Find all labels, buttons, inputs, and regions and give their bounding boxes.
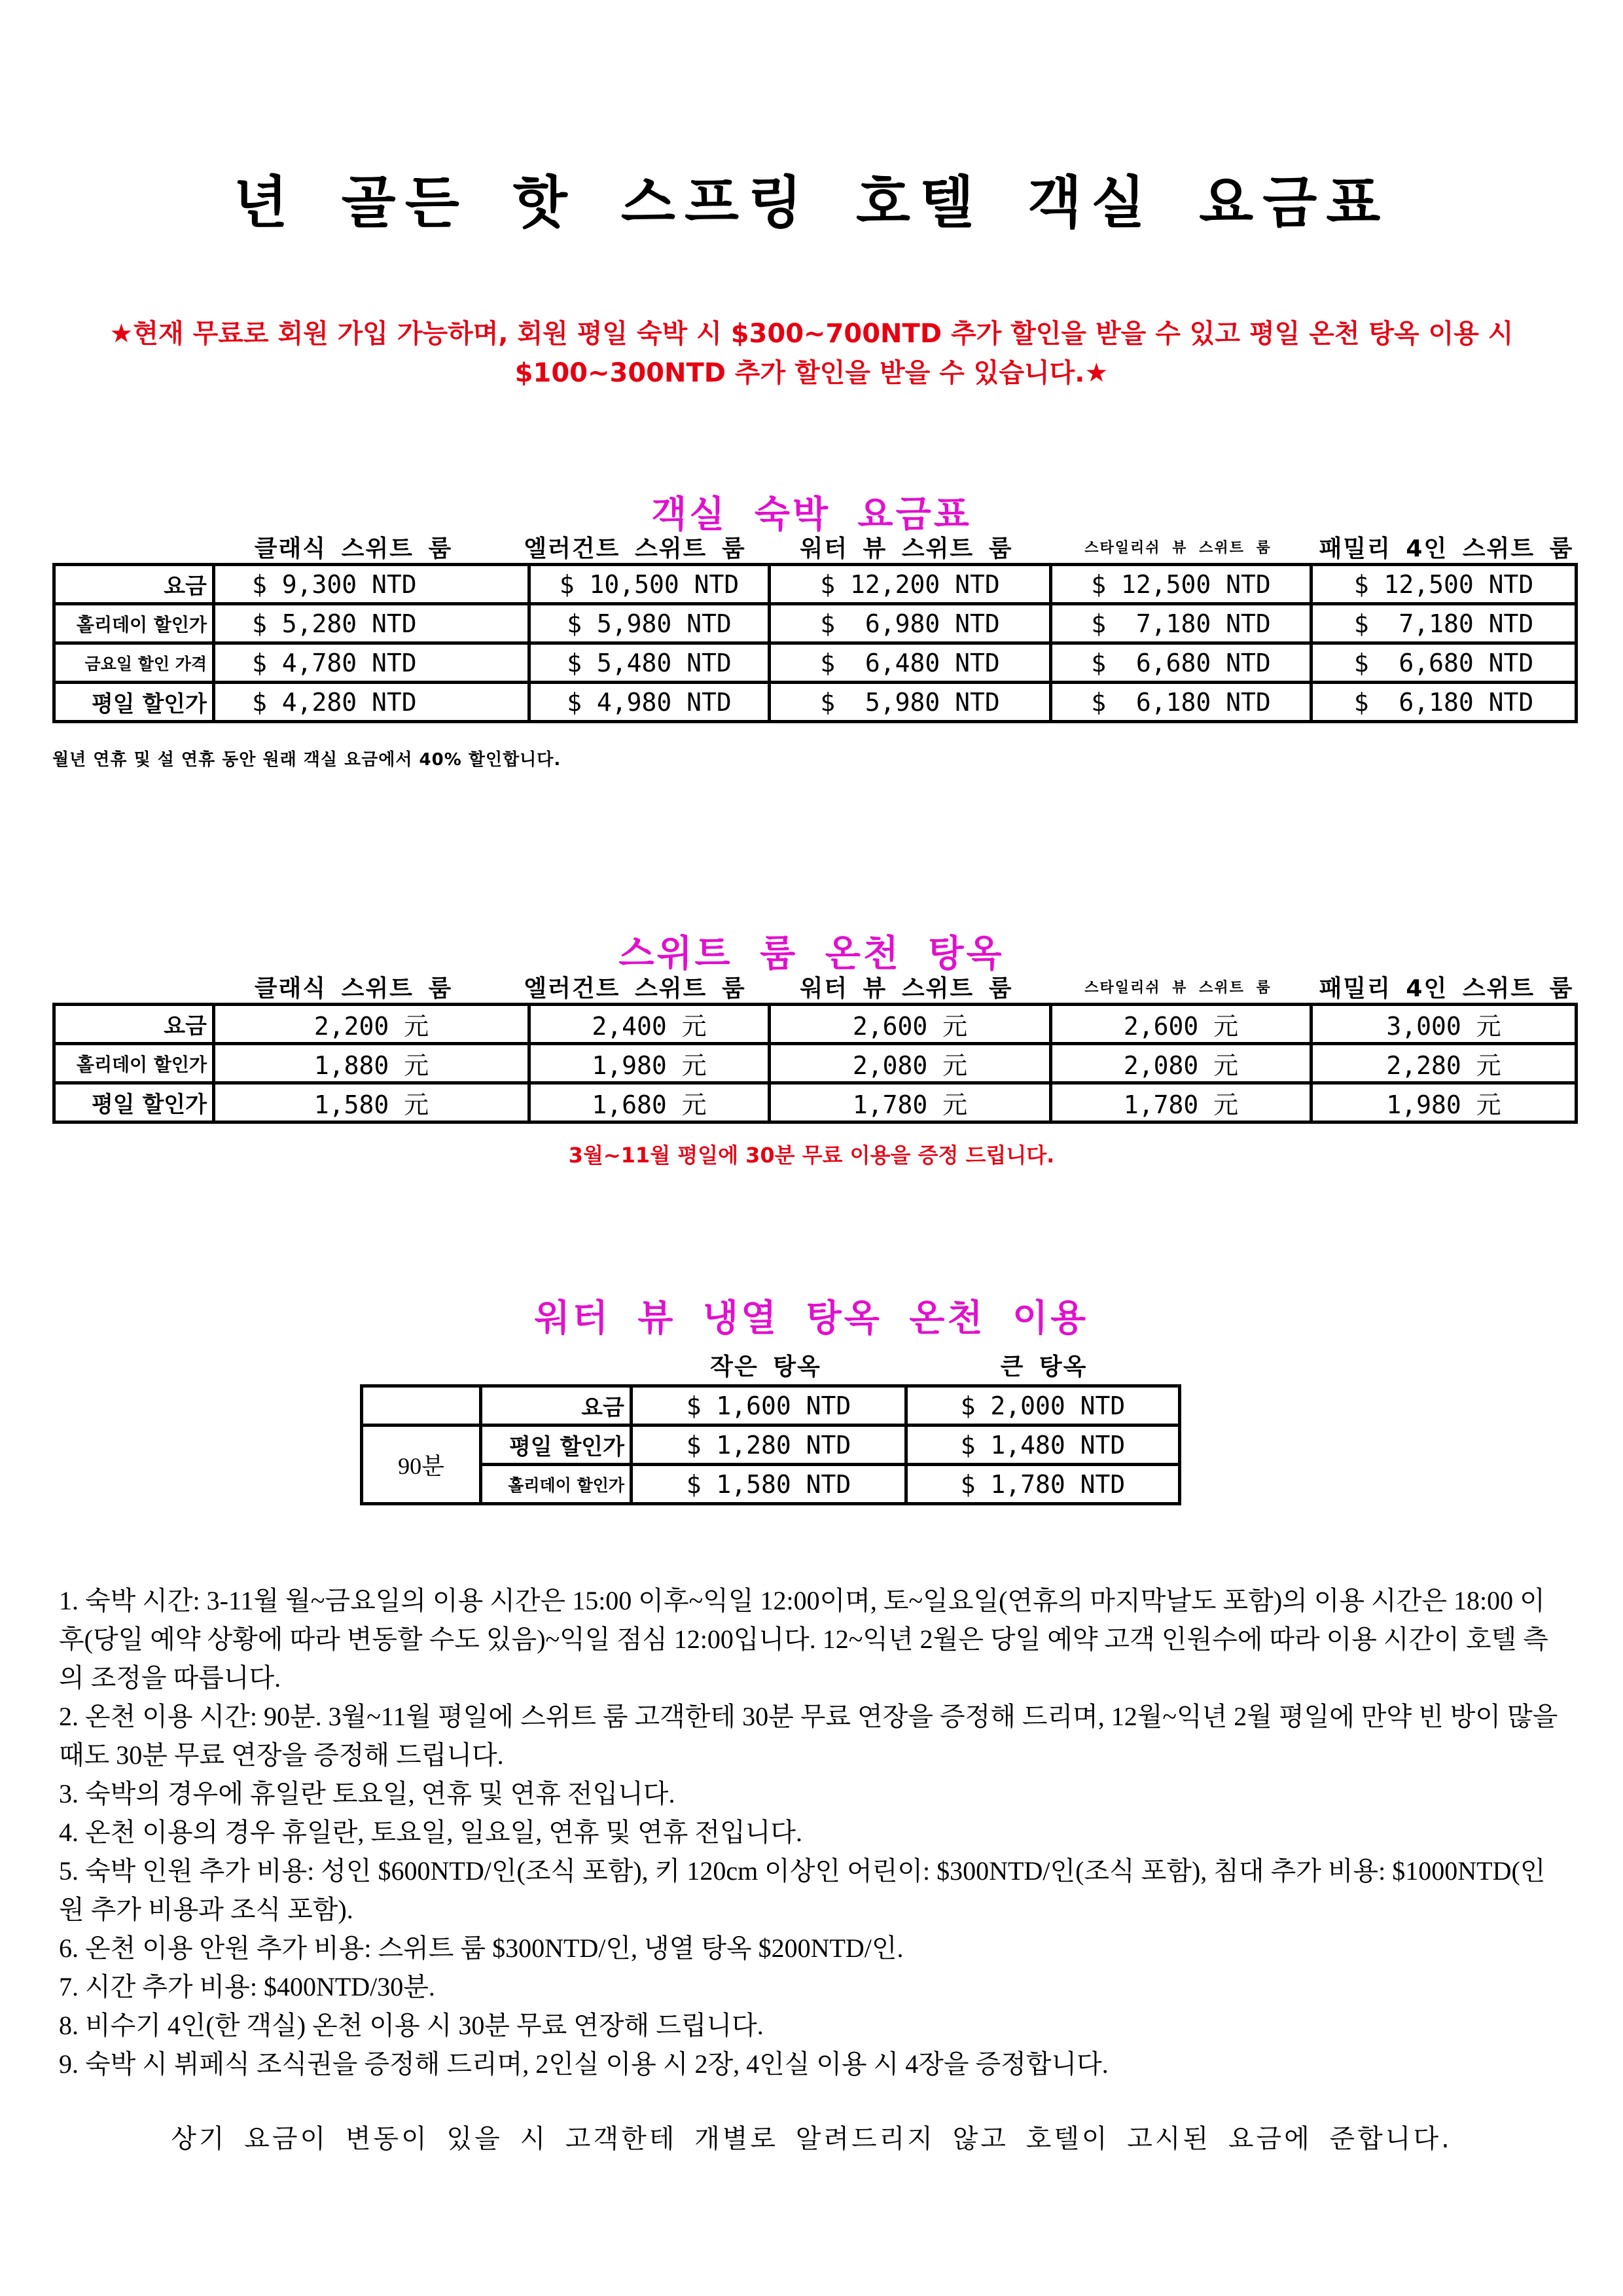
rate-cell: $ 12,500 NTD	[1311, 565, 1577, 604]
rate-cell: 2,600 元	[770, 1005, 1051, 1044]
row-label: 홀리데이 할인가	[481, 1465, 632, 1504]
rate-cell: $ 1,480 NTD	[906, 1426, 1180, 1465]
row-label: 홀리데이 할인가	[54, 604, 214, 643]
rate-cell: $ 5,980 NTD	[770, 683, 1051, 722]
duration-cell: 90분	[362, 1426, 481, 1504]
rate-cell: 1,680 元	[529, 1083, 770, 1122]
row-label: 요금	[481, 1386, 632, 1426]
table-row	[54, 604, 1577, 643]
rate-cell: $ 6,680 NTD	[1051, 643, 1311, 683]
note-item: 8. 비수기 4인(한 객실) 온천 이용 시 30분 무료 연장해 드립니다.	[59, 2011, 764, 2040]
table-row	[362, 1426, 1180, 1465]
water-view-title: 워터 뷰 냉열 탕옥 온천 이용	[534, 1297, 1089, 1340]
note-item: 3. 숙박의 경우에 휴일란 토요일, 연휴 및 연휴 전입니다.	[59, 1779, 675, 1808]
table-row	[54, 1005, 1577, 1044]
rate-cell: 1,980 元	[529, 1044, 770, 1083]
rate-cell: 1,780 元	[770, 1083, 1051, 1122]
table-row	[54, 1083, 1577, 1122]
table-row	[54, 565, 1577, 604]
rate-cell: $ 4,980 NTD	[529, 683, 770, 722]
member-notice-line-1: ★현재 무료로 회원 가입 가능하며, 회원 평일 숙박 시 $300~700NTD 추가 할인을 받을 수 있고 평일 온천 탕옥 이용 시	[109, 319, 1514, 349]
room-rates-col-3: 워터 뷰 스위트 룸	[800, 535, 1013, 562]
rate-cell: $ 12,200 NTD	[770, 565, 1051, 604]
rate-cell: 3,000 元	[1311, 1005, 1577, 1044]
water-view-col-large: 큰 탕옥	[1000, 1354, 1088, 1380]
water-view-table	[360, 1384, 1181, 1505]
rate-cell: 2,400 元	[529, 1005, 770, 1044]
rate-cell: $ 1,600 NTD	[632, 1386, 906, 1426]
rate-cell: 2,280 元	[1311, 1044, 1577, 1083]
suite-bath-col-4: 스타일리쉬 뷰 스위트 룸	[1084, 980, 1272, 996]
empty-cell	[362, 1386, 481, 1426]
rate-cell: $ 6,180 NTD	[1311, 683, 1577, 722]
rate-cell: $ 6,480 NTD	[770, 643, 1051, 683]
table-row	[54, 683, 1577, 722]
closing-statement: 상기 요금이 변동이 있을 시 고객한테 개별로 알려드리지 않고 호텔이 고시된 요금에 준합니다.	[171, 2124, 1452, 2154]
suite-bath-col-3: 워터 뷰 스위트 룸	[800, 975, 1013, 1002]
rate-cell: $ 7,180 NTD	[1311, 604, 1577, 643]
suite-bath-col-1: 클래식 스위트 룸	[254, 975, 453, 1002]
suite-bath-col-5: 패밀리 4인 스위트 룸	[1319, 975, 1574, 1002]
row-label: 요금	[54, 565, 214, 604]
table-row	[362, 1386, 1180, 1426]
room-rates-title: 객실 숙박 요금표	[651, 493, 972, 536]
rate-cell: $ 6,680 NTD	[1311, 643, 1577, 683]
rate-cell: $ 6,180 NTD	[1051, 683, 1311, 722]
rate-cell: 1,880 元	[214, 1044, 529, 1083]
rate-cell: 1,780 元	[1051, 1083, 1311, 1122]
row-label: 평일 할인가	[54, 1083, 214, 1122]
suite-bath-col-2: 엘러건트 스위트 룸	[524, 975, 746, 1002]
note-item: 2. 온천 이용 시간: 90분. 3월~11월 평일에 스위트 룸 고객한테 30분 무료 연장을 증정해 드리며, 12월~익년 2월 평일에 만약 빈 방이 많을 때도 30분 무료 연장을 증정해 드립니다.	[59, 1702, 1558, 1770]
rate-cell: $ 5,480 NTD	[529, 643, 770, 683]
member-notice-line-2: $100~300NTD 추가 할인을 받을 수 있습니다.★	[514, 358, 1109, 388]
rate-cell: 2,080 元	[770, 1044, 1051, 1083]
rate-cell: $ 9,300 NTD	[214, 565, 529, 604]
rate-cell: 1,580 元	[214, 1083, 529, 1122]
rate-cell: $ 5,980 NTD	[529, 604, 770, 643]
row-label: 금요일 할인 가격	[54, 643, 214, 683]
rate-cell: 2,200 元	[214, 1005, 529, 1044]
row-label: 평일 할인가	[54, 683, 214, 722]
suite-bath-table	[52, 1003, 1578, 1124]
rate-cell: $ 5,280 NTD	[214, 604, 529, 643]
rate-cell: $ 1,580 NTD	[632, 1465, 906, 1504]
rate-cell: $ 4,780 NTD	[214, 643, 529, 683]
rate-cell: $ 7,180 NTD	[1051, 604, 1311, 643]
rate-cell: $ 12,500 NTD	[1051, 565, 1311, 604]
row-label: 평일 할인가	[481, 1426, 632, 1465]
rate-cell: 1,980 元	[1311, 1083, 1577, 1122]
rate-cell: $ 10,500 NTD	[529, 565, 770, 604]
rate-cell: $ 2,000 NTD	[906, 1386, 1180, 1426]
suite-bath-footnote: 3월~11월 평일에 30분 무료 이용을 증정 드립니다.	[568, 1143, 1055, 1168]
rate-cell: $ 1,280 NTD	[632, 1426, 906, 1465]
note-item: 9. 숙박 시 뷔페식 조식권을 증정해 드리며, 2인실 이용 시 2장, 4인실 이용 시 4장을 증정합니다.	[59, 2049, 1109, 2079]
note-item: 6. 온천 이용 안원 추가 비용: 스위트 룸 $300NTD/인, 냉열 탕옥 $200NTD/인.	[59, 1933, 904, 1963]
rate-cell: 2,080 元	[1051, 1044, 1311, 1083]
page-title: 년 골든 핫 스프링 호텔 객실 요금표	[233, 170, 1390, 236]
table-row	[362, 1465, 1180, 1504]
room-rates-col-5: 패밀리 4인 스위트 룸	[1319, 535, 1574, 562]
suite-bath-title: 스위트 룸 온천 탕옥	[618, 933, 1005, 975]
member-notice	[85, 314, 1538, 393]
note-item: 1. 숙박 시간: 3-11월 월~금요일의 이용 시간은 15:00 이후~익일 12:00이며, 토~일요일(연휴의 마지막날도 포함)의 이용 시간은 18:00 이후(당일 예약 상황에 따라 변동할 수도 있음)~익일 점심 12:00입니다. 12~익년 2월은 당일 예약 고객 인원수에 따라 이용 시간이 호텔 측의 조정을 따릅니다.	[59, 1586, 1548, 1693]
room-rates-footnote: 월년 연휴 및 설 연휴 동안 원래 객실 요금에서 40% 할인합니다.	[52, 750, 562, 770]
water-view-col-small: 작은 탕옥	[710, 1354, 821, 1380]
rate-cell: $ 4,280 NTD	[214, 683, 529, 722]
room-rates-col-2: 엘러건트 스위트 룸	[524, 535, 746, 562]
room-rates-table	[52, 563, 1578, 723]
table-row	[54, 1044, 1577, 1083]
row-label: 요금	[54, 1005, 214, 1044]
note-item: 7. 시간 추가 비용: $400NTD/30분.	[59, 1972, 435, 2001]
note-item: 4. 온천 이용의 경우 휴일란, 토요일, 일요일, 연휴 및 연휴 전입니다.	[59, 1818, 802, 1847]
note-item: 5. 숙박 인원 추가 비용: 성인 $600NTD/인(조식 포함), 키 120cm 이상인 어린이: $300NTD/인(조식 포함), 침대 추가 비용: $1000NTD(인원 추가 비용과 조식 포함).	[59, 1856, 1546, 1924]
notes-list	[59, 1581, 1564, 2083]
rate-cell: $ 6,980 NTD	[770, 604, 1051, 643]
room-rates-col-4: 스타일리쉬 뷰 스위트 룸	[1084, 540, 1272, 556]
table-row	[54, 643, 1577, 683]
rate-cell: $ 1,780 NTD	[906, 1465, 1180, 1504]
room-rates-col-1: 클래식 스위트 룸	[254, 535, 453, 562]
rate-cell: 2,600 元	[1051, 1005, 1311, 1044]
row-label: 홀리데이 할인가	[54, 1044, 214, 1083]
